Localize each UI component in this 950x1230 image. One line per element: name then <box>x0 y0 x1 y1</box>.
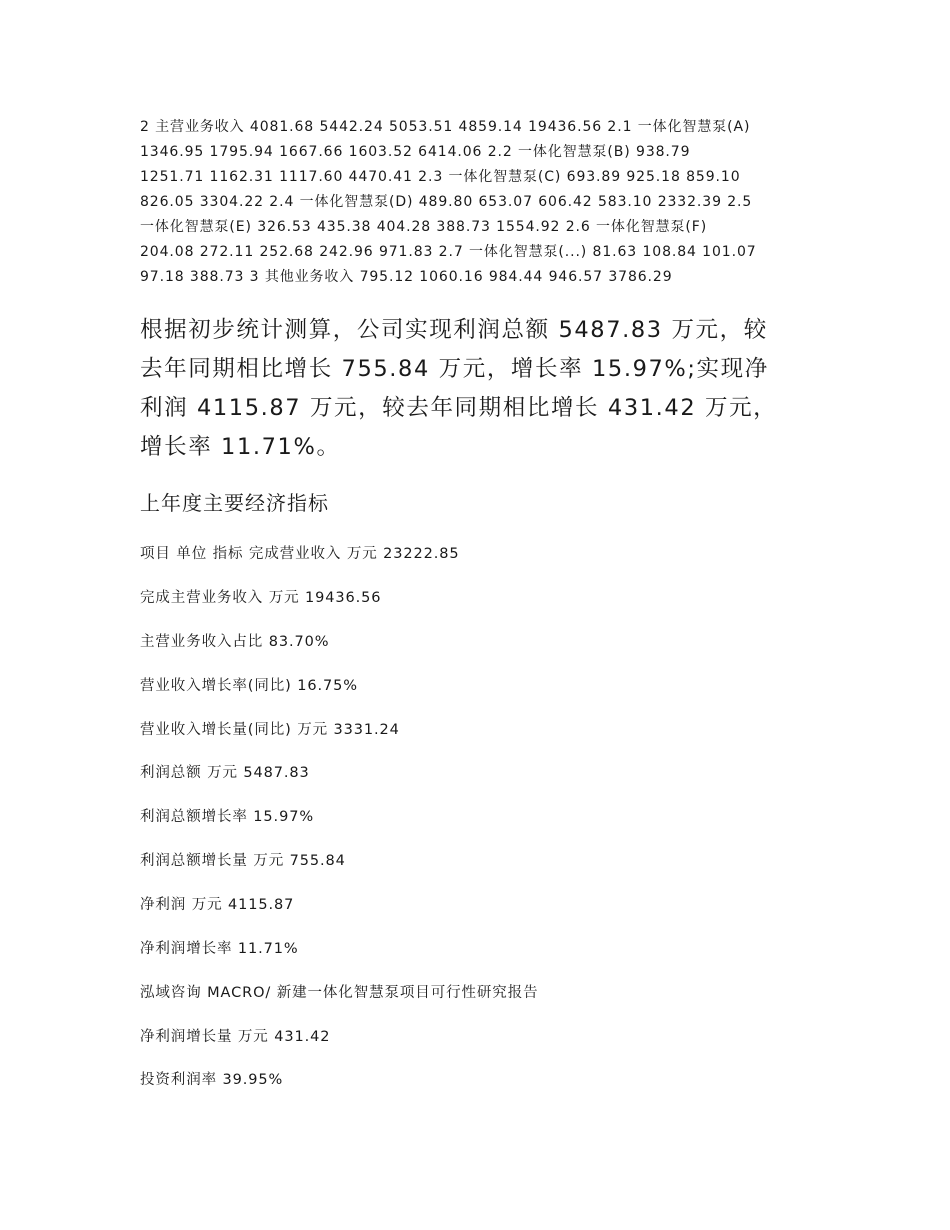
indicator-item: 利润总额增长量 万元 755.84 <box>140 853 346 869</box>
table-text-line: 204.08 272.11 252.68 242.96 971.83 2.7 一体化智慧泵(...) 81.63 108.84 101.07 <box>140 244 757 260</box>
indicator-item: 投资利润率 39.95% <box>140 1072 284 1088</box>
paragraph-line: 利润 4115.87 万元，较去年同期相比增长 431.42 万元， <box>140 395 778 421</box>
indicator-item: 利润总额增长率 15.97% <box>140 809 314 825</box>
indicator-item: 营业收入增长量(同比) 万元 3331.24 <box>140 722 400 738</box>
indicator-item: 净利润增长率 11.71% <box>140 941 299 957</box>
indicator-item: 净利润增长量 万元 431.42 <box>140 1029 331 1045</box>
table-text-line: 一体化智慧泵(E) 326.53 435.38 404.28 388.73 1554.92 2.6 一体化智慧泵(F) <box>140 219 708 235</box>
table-text-line: 826.05 3304.22 2.4 一体化智慧泵(D) 489.80 653.07 606.42 583.10 2332.39 2.5 <box>140 194 753 210</box>
section-heading: 上年度主要经济指标 <box>140 491 329 515</box>
table-text-line: 1346.95 1795.94 1667.66 1603.52 6414.06 2.2 一体化智慧泵(B) 938.79 <box>140 144 691 160</box>
table-text-line: 97.18 388.73 3 其他业务收入 795.12 1060.16 984.44 946.57 3786.29 <box>140 269 673 285</box>
paragraph-line: 增长率 11.71%。 <box>140 434 341 460</box>
indicator-item: 净利润 万元 4115.87 <box>140 897 295 913</box>
indicator-item: 利润总额 万元 5487.83 <box>140 765 310 781</box>
indicator-item: 项目 单位 指标 完成营业收入 万元 23222.85 <box>140 546 460 562</box>
table-text-line: 1251.71 1162.31 1117.60 4470.41 2.3 一体化智慧泵(C) 693.89 925.18 859.10 <box>140 169 741 185</box>
paragraph-line: 去年同期相比增长 755.84 万元，增长率 15.97%;实现净 <box>140 356 769 382</box>
table-text-line: 2 主营业务收入 4081.68 5442.24 5053.51 4859.14 19436.56 2.1 一体化智慧泵(A) <box>140 119 751 135</box>
report-header-line: 泓域咨询 MACRO/ 新建一体化智慧泵项目可行性研究报告 <box>140 985 539 1001</box>
indicator-item: 完成主营业务收入 万元 19436.56 <box>140 590 382 606</box>
paragraph-line: 根据初步统计测算，公司实现利润总额 5487.83 万元，较 <box>140 317 768 343</box>
indicator-item: 营业收入增长率(同比) 16.75% <box>140 678 358 694</box>
indicator-item: 主营业务收入占比 83.70% <box>140 634 330 650</box>
